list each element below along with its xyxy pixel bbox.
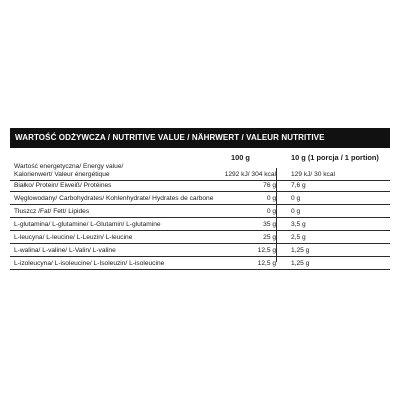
- value-portion: 0 g: [291, 208, 301, 215]
- value-100g: 12,5 g: [257, 260, 276, 267]
- nutrient-name: Tłuszcz /Fat/ Fett/ Lipides: [14, 208, 90, 215]
- table-title: WARTOŚĆ ODŻYWCZA / NUTRITIVE VALUE / NÄHRWERT / VALEUR NUTRITIVE: [10, 128, 390, 148]
- nutrient-name: L-glutamina/ L-glutamine/ L-Glutamin/ L-glutamine: [14, 221, 161, 228]
- value-100g: 25 g: [263, 234, 276, 241]
- table-row: [10, 257, 390, 270]
- nutrient-name: Węglowodany/ Carbohydrates/ Kohlenhydrate/ Hydrates de carbone: [14, 195, 214, 202]
- column-header-100g: 100 g: [231, 153, 250, 162]
- value-portion: 2,5 g: [291, 234, 306, 241]
- value-portion: 3,5 g: [291, 221, 306, 228]
- table-row: [10, 244, 390, 257]
- table-row: [10, 181, 390, 192]
- value-100g: 0 g: [266, 195, 276, 202]
- value-portion: 0 g: [291, 195, 301, 202]
- value-100g: 0 g: [266, 208, 276, 215]
- column-header-portion: 10 g (1 porcja / 1 portion): [291, 153, 379, 162]
- value-100g: 1292 kJ/ 304 kcal: [224, 171, 276, 178]
- nutrient-name: L-leucyna/ L-leucine/ L-Leuzin/ L-leucine: [14, 234, 133, 241]
- table-row: [10, 231, 390, 244]
- table-row: [10, 192, 390, 205]
- value-100g: 76 g: [263, 182, 276, 189]
- column-divider: [276, 168, 277, 262]
- nutrient-name: L-walina/ L-valine/ L-Valin/ L-valine: [14, 247, 116, 254]
- value-portion: 1,25 g: [291, 260, 310, 267]
- value-portion: 1,25 g: [291, 247, 310, 254]
- nutrient-name: Wartość energetyczna/ Energy value/ Kalorienwert/ Valeur énergétique: [14, 163, 124, 178]
- table-row: [10, 218, 390, 231]
- table-row: [10, 205, 390, 218]
- value-100g: 35 g: [263, 221, 276, 228]
- nutrient-name: Białko/ Protein/ Eiweiß/ Protéines: [14, 182, 112, 189]
- value-portion: 129 kJ/ 30 kcal: [291, 171, 335, 178]
- table-row: [10, 163, 390, 181]
- nutrient-name: L-izoleucyna/ L-isoleucine/ L-Isoleuzin/ L-isoleucine: [14, 260, 165, 267]
- value-100g: 12,5 g: [257, 247, 276, 254]
- value-portion: 7,6 g: [291, 182, 306, 189]
